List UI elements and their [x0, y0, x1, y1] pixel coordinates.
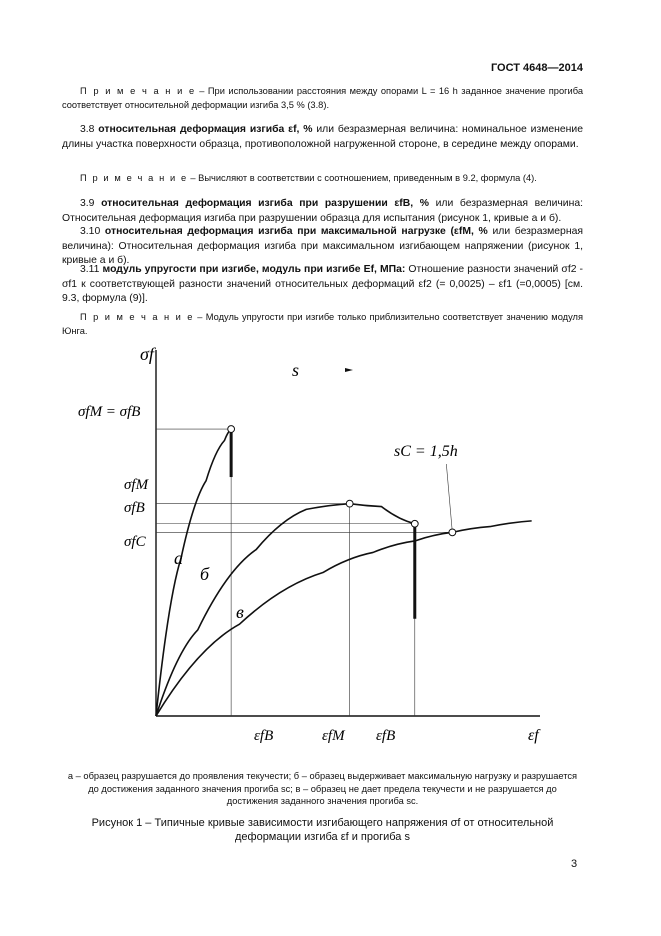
term: относительная деформация изгиба при максимальной нагрузке (εfM, %	[104, 226, 488, 237]
paragraph-number: 3.10	[80, 226, 105, 237]
note-paragraph-1	[62, 85, 583, 112]
y-tick-label: σfC	[124, 534, 146, 550]
definition: или безразмерная величина): Относительная деформация изгиба при максимальном изгибающем напряжении (рисунок 1, кривые а и б).	[62, 226, 583, 266]
break-point	[411, 520, 418, 527]
paragraph-number: 3.9	[80, 198, 102, 209]
note-label: П р и м е ч а н и е	[80, 86, 196, 96]
figure-legend: а – образец разрушается до проявления текучести; б – образец выдерживает максимальную нагрузку и разрушается до достижения заданного значения прогиба sc; в – образец не дает предела текучести и не разрушается до достижения заданного значения прогиба sc.	[67, 771, 578, 806]
deflection-label: s	[292, 360, 300, 380]
x-tick-label: εfB	[254, 728, 274, 744]
curves-group	[156, 426, 532, 716]
y-tick-label: σfM = σfB	[78, 404, 141, 420]
deflection-arrow-icon	[345, 368, 353, 372]
x-tick-label: εfM	[322, 728, 345, 744]
curve-2-line	[156, 504, 415, 716]
curve-label-a: а	[174, 548, 183, 568]
definition: или безразмерная величина: Относительная деформация изгиба при разрушении образца для испытания (рисунок 1, кривые а и б).	[62, 198, 583, 224]
annotation-leader	[446, 464, 452, 532]
page-number: 3	[571, 858, 578, 870]
x-tick-label: εfB	[376, 728, 396, 744]
note-label: П р и м е ч а н и е	[80, 312, 195, 322]
curve-label-v: в	[236, 602, 244, 622]
paragraph-3-11	[62, 263, 583, 307]
paragraph-3-10	[62, 225, 583, 269]
curve-label-b: б	[200, 564, 210, 584]
conventional-point	[449, 529, 456, 536]
paragraph-number: 3.11	[80, 264, 103, 275]
note-text: – Модуль упругости при изгибе только приблизительно соответствует значению модуля Юнга.	[62, 312, 583, 336]
note-label: П р и м е ч а н и е	[80, 173, 188, 183]
max-point	[346, 500, 353, 507]
figure-caption-line: деформации изгиба εf и прогиба s	[234, 831, 410, 843]
standard-header: ГОСТ 4648—2014	[490, 62, 583, 74]
y-tick-label: σfM	[124, 477, 149, 493]
y-axis-label: σf	[140, 344, 154, 364]
definition: или безразмерная величина: номинальное изменение длины участка поверхности образца, противоположной нагруженной стороне, в середине между опорами.	[62, 124, 583, 150]
figure-caption-line: Рисунок 1 – Типичные кривые зависимости изгибающего напряжения σf от относительной	[91, 817, 554, 829]
curve-3-line	[156, 521, 532, 716]
definition: Отношение разности значений σf2 - σf1 к соответствующей разности значений относительных деформаций εf2 (= 0,0025) – εf1 (=0,0005) [см. 9.3, формула (9)].	[62, 264, 584, 304]
paragraph-3-8	[62, 123, 583, 152]
note-paragraph-3	[62, 311, 583, 338]
term: относительная деформация изгиба при разрушении εfB, %	[101, 198, 429, 209]
term: относительная деформация изгиба εf, %	[98, 124, 313, 135]
note-text: – Вычисляют в соответствии с соотношением, приведенным в 9.2, формула (4).	[187, 173, 537, 183]
x-axis-label: εf	[528, 727, 539, 744]
paragraph-3-9	[62, 197, 583, 226]
curve-1-line	[156, 429, 231, 716]
deflection-annotation: sC = 1,5h	[394, 443, 458, 460]
stress-strain-figure	[60, 336, 580, 756]
break-point	[228, 426, 235, 433]
note-paragraph-2	[62, 172, 583, 186]
note-text: – При использовании расстояния между опорами L = 16 h заданное значение прогиба соответствует относительной деформации изгиба 3,5 % (3.8).	[62, 86, 583, 110]
y-tick-label: σfB	[124, 500, 145, 516]
term: модуль упругости при изгибе, модуль при изгибе Ef, МПа:	[102, 264, 406, 275]
paragraph-number: 3.8	[80, 124, 99, 135]
figure-caption	[62, 816, 583, 844]
